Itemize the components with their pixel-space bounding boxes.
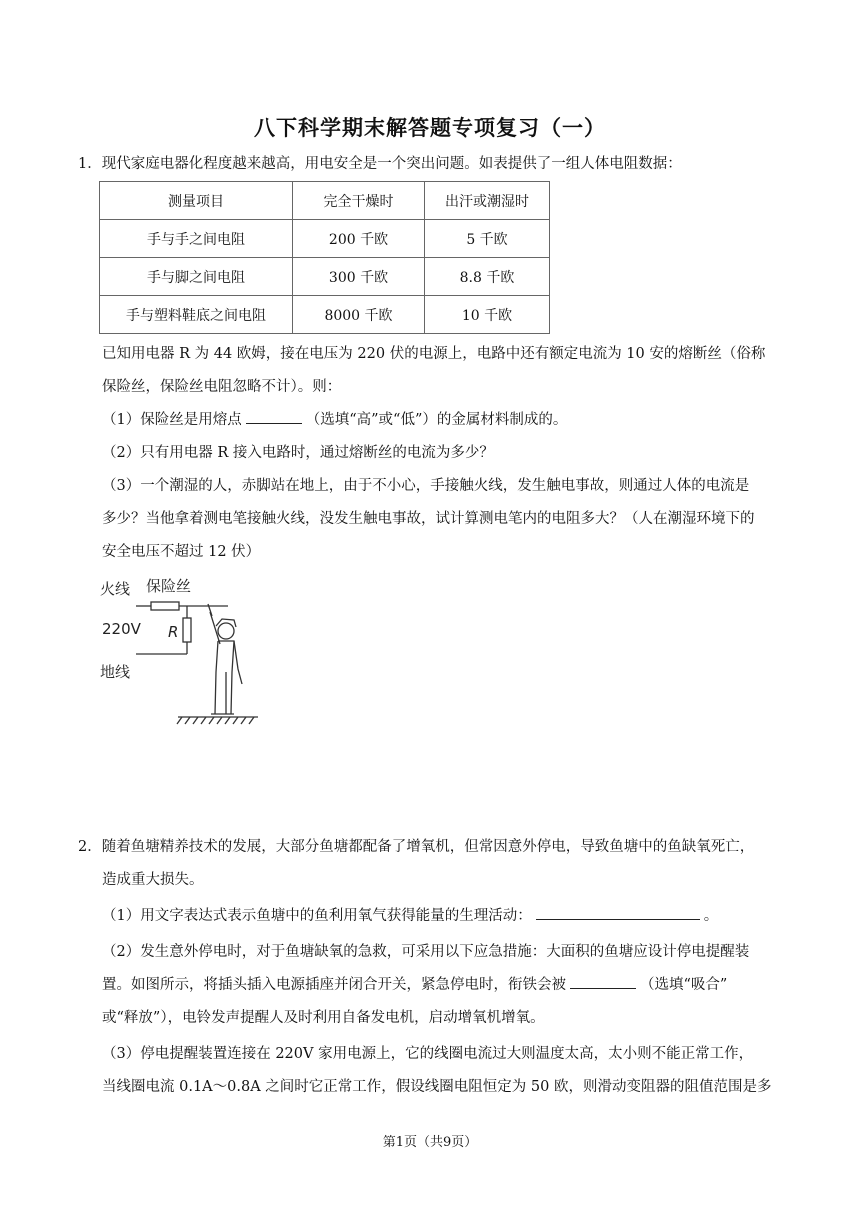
table-row <box>100 296 550 334</box>
resistance-table <box>99 181 550 334</box>
q1-number: 1． <box>78 156 102 172</box>
q1-part-3-line-2: 多少？当他拿着测电笔接触火线，没发生触电事故，试计算测电笔内的电阻多大？（人在潮湿环境下的 <box>102 511 755 527</box>
q1-part-2: （2）只有用电器 R 接入电路时，通过熔断丝的电流为多少？ <box>102 445 494 461</box>
q1-given-line-1: 已知用电器 R 为 44 欧姆，接在电压为 220 伏的电源上，电路中还有额定电流为 10 安的熔断丝（俗称 <box>102 346 766 362</box>
circuit-diagram <box>98 574 268 726</box>
q2-part-3-line-2: 当线圈电流 0.1A～0.8A 之间时它正常工作，假设线圈电阻恒定为 50 欧，则滑动变阻器的阻值范围是多 <box>102 1079 772 1095</box>
q2-intro-line-1 <box>78 831 754 864</box>
q2-intro-line-2: 造成重大损失。 <box>102 872 204 888</box>
page-title: 八下科学期末解答题专项复习（一） <box>254 115 606 140</box>
fuse-icon <box>151 602 179 610</box>
q2-part-1 <box>102 900 718 933</box>
table-header-cell: 出汗或潮湿时 <box>425 182 550 220</box>
table-header-row <box>100 182 550 220</box>
q2-part-2-text-b: （选填“吸合” <box>640 977 728 993</box>
q2-part-3-line-1: （3）停电提醒装置连接在 220V 家用电源上，它的线圈电流过大则温度太高，太小则不能正常工作， <box>102 1046 754 1062</box>
q1-intro <box>78 148 682 181</box>
q1-part-1 <box>102 404 567 437</box>
table-row <box>100 258 550 296</box>
resistor-label: R <box>168 623 179 641</box>
q2-part-2-line-2 <box>102 969 727 1002</box>
page-footer: 第1页（共9页） <box>382 1135 478 1150</box>
q1-part-3-line-3: 安全电压不超过 12 伏） <box>102 544 261 560</box>
live-wire-label: 火线 <box>100 580 131 598</box>
q1-intro-text: 现代家庭电器化程度越来越高，用电安全是一个突出问题。如表提供了一组人体电阻数据： <box>101 156 682 172</box>
q2-answer-blank-2[interactable] <box>570 972 636 989</box>
q2-part-2-line-1: （2）发生意外停电时，对于鱼塘缺氧的急救，可采用以下应急措施：大面积的鱼塘应设计停电提醒装 <box>102 944 750 960</box>
table-cell: 手与手之间电阻 <box>100 220 293 258</box>
q1-given-line-2: 保险丝，保险丝电阻忽略不计）。则： <box>102 379 342 395</box>
table-cell: 200 千欧 <box>293 220 425 258</box>
voltage-label: 220V <box>102 620 141 638</box>
table-cell: 300 千欧 <box>293 258 425 296</box>
table-cell: 手与脚之间电阻 <box>100 258 293 296</box>
table-row <box>100 220 550 258</box>
person-head-icon <box>218 623 234 639</box>
q1-answer-blank[interactable] <box>246 407 302 424</box>
q2-intro-text: 随着鱼塘精养技术的发展，大部分鱼塘都配备了增氧机，但常因意外停电，导致鱼塘中的鱼缺氧死亡， <box>101 839 755 855</box>
table-cell: 8.8 千欧 <box>425 258 550 296</box>
fuse-label: 保险丝 <box>146 577 192 595</box>
q2-part-2-text-a: 置。如图所示，将插头插入电源插座并闭合开关，紧急停电时，衔铁会被 <box>102 977 566 993</box>
table-cell: 手与塑料鞋底之间电阻 <box>100 296 293 334</box>
ground-wire-label: 地线 <box>100 663 131 681</box>
q1-part-1-text-a: （1）保险丝是用熔点 <box>102 412 242 428</box>
table-header-cell: 测量项目 <box>100 182 293 220</box>
table-header-cell: 完全干燥时 <box>293 182 425 220</box>
q1-part-1-text-b: （选填“高”或“低”）的金属材料制成的。 <box>305 412 568 428</box>
q2-answer-blank-1[interactable] <box>536 903 700 920</box>
q2-part-1-text-a: （1）用文字表达式表示鱼塘中的鱼利用氧气获得能量的生理活动： <box>102 908 532 924</box>
table-cell: 10 千欧 <box>425 296 550 334</box>
table-cell: 8000 千欧 <box>293 296 425 334</box>
resistor-icon <box>183 618 191 642</box>
q2-part-2-line-3: 或“释放”），电铃发声提醒人及时利用自备发电机，启动增氧机增氧。 <box>102 1010 545 1026</box>
q2-number: 2． <box>78 839 102 855</box>
q1-part-3-line-1: （3）一个潮湿的人，赤脚站在地上，由于不小心，手接触火线，发生触电事故，则通过人体的电流是 <box>102 478 750 494</box>
table-cell: 5 千欧 <box>425 220 550 258</box>
q2-part-1-text-b: 。 <box>703 908 719 924</box>
